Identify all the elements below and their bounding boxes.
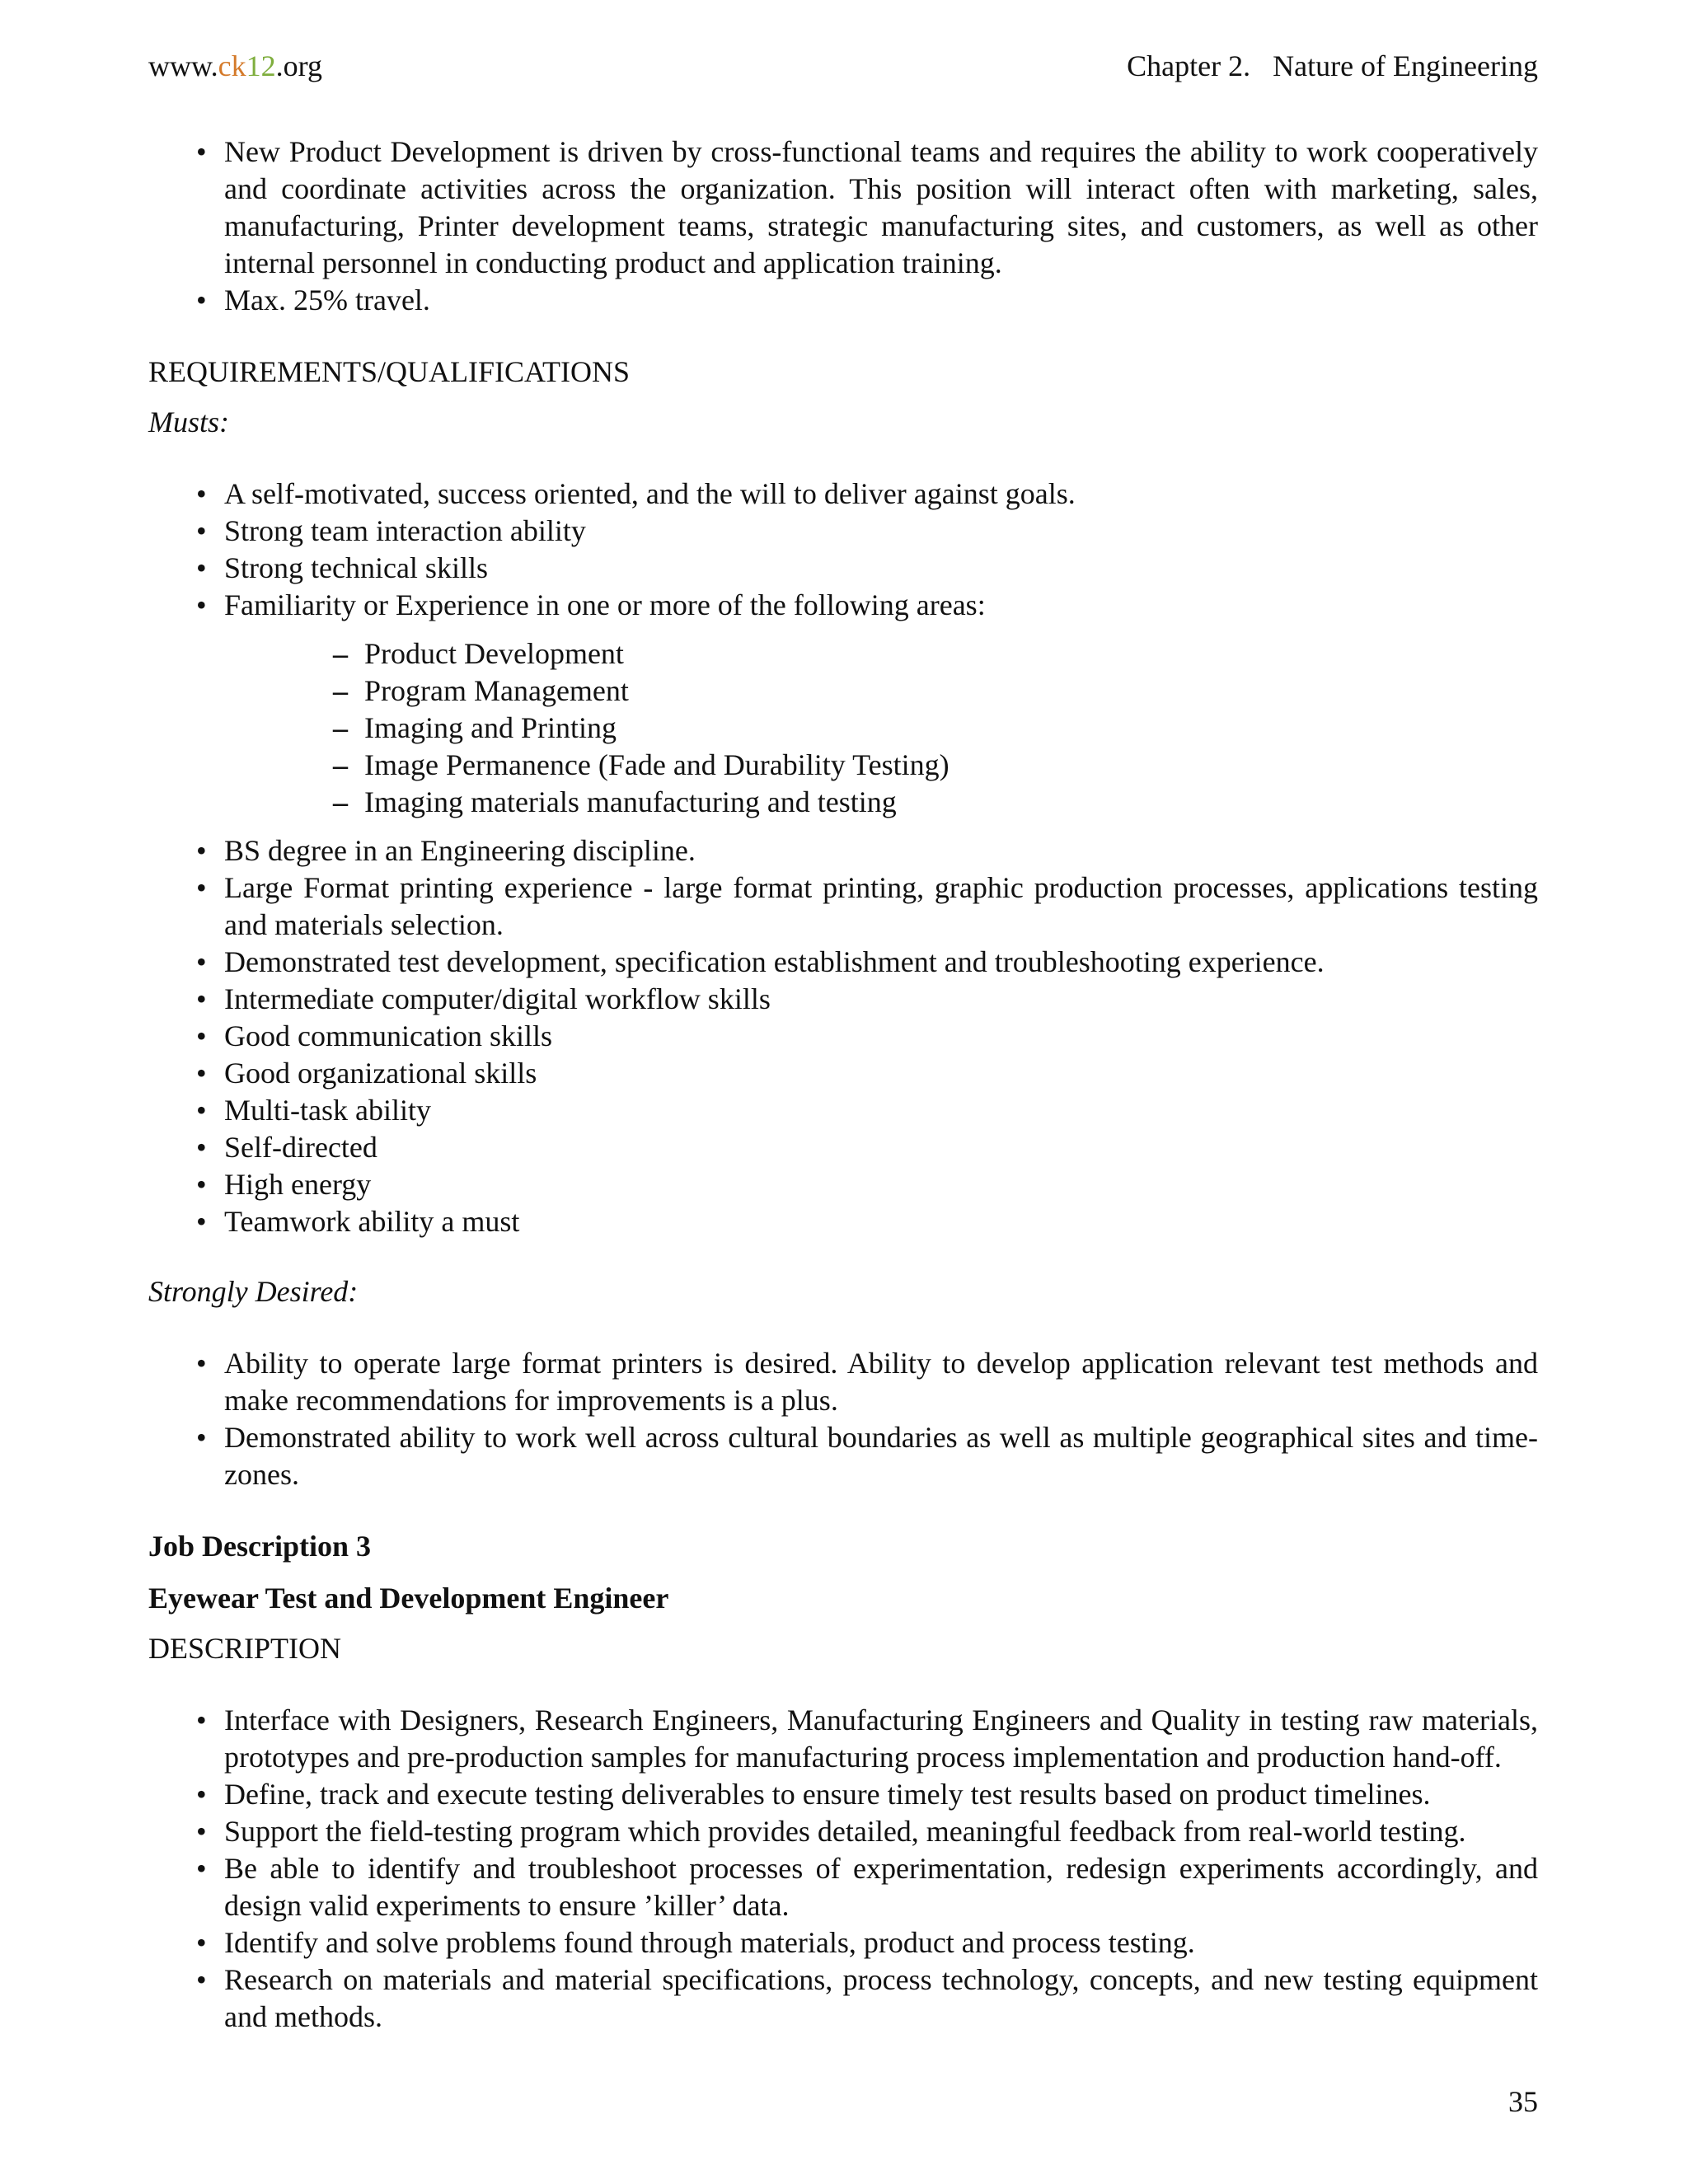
site-url-ck: ck: [218, 49, 246, 82]
list-item: • A self-motivated, success oriented, and the will to deliver against goals.: [148, 476, 1538, 513]
desired-list: [148, 1345, 1538, 1493]
list-item: • Good organizational skills: [148, 1055, 1538, 1092]
musts-list: [148, 476, 1538, 1240]
sublist-item: – Program Management: [224, 673, 1538, 710]
areas-sublist: [224, 635, 1538, 821]
list-item: • Strong technical skills: [148, 550, 1538, 587]
list-item: • Strong team interaction ability: [148, 513, 1538, 550]
job-description-title: Job Description 3: [148, 1530, 371, 1563]
list-item: • Demonstrated ability to work well across cultural boundaries as well as multiple geographical sites and time-zones.: [148, 1419, 1538, 1493]
list-item: • Teamwork ability a must: [148, 1203, 1538, 1240]
sublist-item: – Image Permanence (Fade and Durability Testing): [224, 747, 1538, 784]
list-item: • Support the field-testing program which provides detailed, meaningful feedback from real-world testing.: [148, 1813, 1538, 1850]
site-url-prefix: www.: [148, 49, 218, 82]
chapter-title: Chapter 2. Nature of Engineering: [1127, 49, 1538, 82]
list-item: • Good communication skills: [148, 1018, 1538, 1055]
familiarity-item-text: Familiarity or Experience in one or more of the following areas:: [224, 588, 986, 621]
list-item: • BS degree in an Engineering discipline.: [148, 832, 1538, 869]
sublist-item: – Product Development: [224, 635, 1538, 673]
job-role-title: Eyewear Test and Development Engineer: [148, 1582, 669, 1615]
job3-description-list: [148, 1702, 1538, 2036]
list-item: • Max. 25% travel.: [148, 282, 1538, 319]
list-item: • Multi-task ability: [148, 1092, 1538, 1129]
site-url-12: 12: [246, 49, 276, 82]
list-item: • Interface with Designers, Research Engineers, Manufacturing Engineers and Quality in testing raw materials, prototypes and pre-production samples for manufacturing process implementation and production hand-off.: [148, 1702, 1538, 1776]
list-item: • Self-directed: [148, 1129, 1538, 1166]
list-item: [148, 587, 1538, 821]
description-heading: DESCRIPTION: [148, 1632, 342, 1665]
musts-label: Musts:: [148, 405, 229, 438]
list-item: • Intermediate computer/digital workflow skills: [148, 981, 1538, 1018]
sublist-item: – Imaging materials manufacturing and testing: [224, 784, 1538, 821]
list-item: • Ability to operate large format printers is desired. Ability to develop application relevant test methods and make recommendations for improvements is a plus.: [148, 1345, 1538, 1419]
site-url[interactable]: [148, 48, 322, 84]
site-url-suffix: .org: [275, 49, 322, 82]
list-item: • Be able to identify and troubleshoot processes of experimentation, redesign experiments accordingly, and design valid experiments to ensure ’killer’ data.: [148, 1850, 1538, 1924]
requirements-heading: REQUIREMENTS/QUALIFICATIONS: [148, 355, 630, 388]
list-item: • New Product Development is driven by cross-functional teams and requires the ability to work cooperatively and coordinate activities across the organization. This position will interact often with marketing, sales, manufacturing, Printer development teams, strategic manufacturing sites, and customers, as well as other internal personnel in conducting product and application training.: [148, 134, 1538, 282]
list-item: • Demonstrated test development, specification establishment and troubleshooting experience.: [148, 944, 1538, 981]
list-item: • High energy: [148, 1166, 1538, 1203]
strongly-desired-label: Strongly Desired:: [148, 1275, 359, 1308]
page-content: [148, 134, 1538, 2036]
sublist-item: – Imaging and Printing: [224, 710, 1538, 747]
list-item: • Define, track and execute testing deliverables to ensure timely test results based on product timelines.: [148, 1776, 1538, 1813]
intro-bullet-list: [148, 134, 1538, 319]
page-number: 35: [1508, 2085, 1538, 2118]
list-item: • Identify and solve problems found through materials, product and process testing.: [148, 1924, 1538, 1961]
list-item: • Research on materials and material specifications, process technology, concepts, and new testing equipment and methods.: [148, 1961, 1538, 2036]
list-item: • Large Format printing experience - large format printing, graphic production processes, applications testing and materials selection.: [148, 869, 1538, 944]
